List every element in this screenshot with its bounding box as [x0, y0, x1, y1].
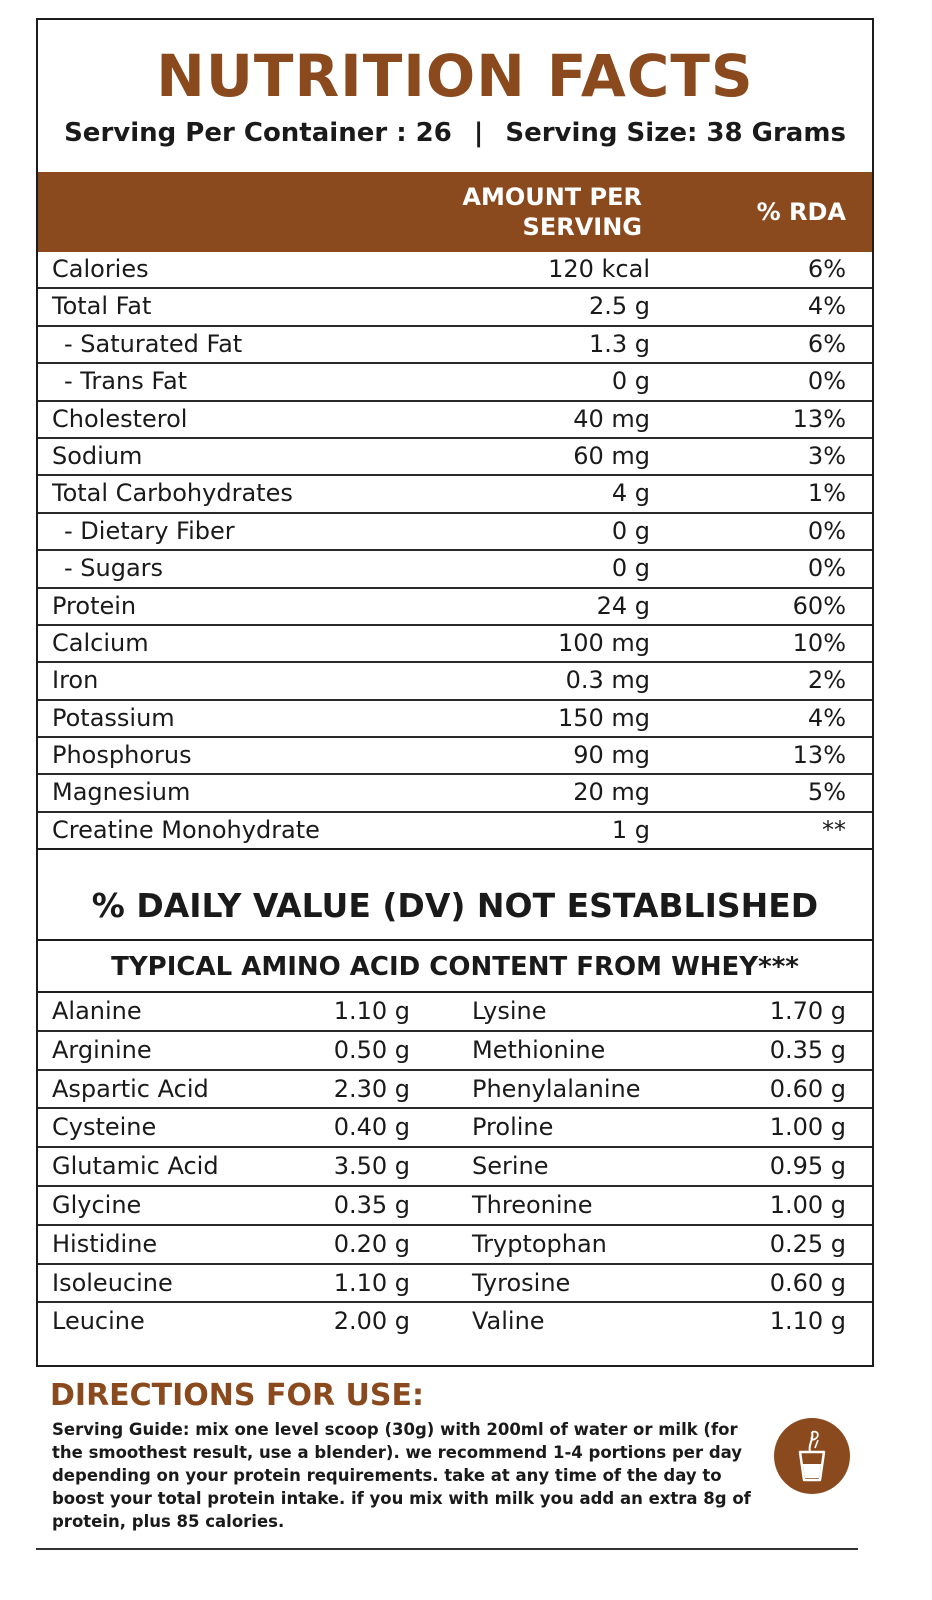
nutrient-row [38, 701, 872, 738]
amino-name: Leucine [52, 1307, 145, 1336]
nutrient-row [38, 476, 872, 513]
amino-name: Isoleucine [52, 1268, 173, 1297]
nutrient-name: - Trans Fat [64, 367, 188, 396]
rda-header: % RDA [756, 198, 846, 226]
amino-value: 2.30 g [333, 1074, 410, 1103]
amino-row [38, 993, 872, 1032]
amino-value: 1.10 g [769, 1307, 846, 1336]
nutrient-row [38, 364, 872, 401]
serving-info [38, 118, 872, 148]
nutrient-row [38, 402, 872, 439]
amino-name: Threonine [472, 1190, 593, 1219]
nutrient-rda: 2% [807, 666, 846, 695]
nutrient-rda: 6% [807, 255, 846, 283]
nutrient-amount: 1 g [611, 815, 650, 844]
amino-name: Alanine [52, 997, 142, 1025]
nutrient-row [38, 252, 872, 289]
amino-value: 0.35 g [769, 1035, 846, 1064]
nutrient-row [38, 738, 872, 775]
nutrient-name: Phosphorus [52, 741, 192, 770]
amino-value: 0.20 g [333, 1229, 410, 1258]
nutrient-rda: 3% [807, 441, 846, 470]
nutrient-amount: 120 kcal [548, 255, 650, 283]
amino-value: 1.10 g [333, 997, 410, 1025]
serving-separator: | [473, 118, 484, 148]
amino-name: Tryptophan [472, 1229, 607, 1258]
amino-row [38, 1148, 872, 1187]
table-header [38, 172, 872, 252]
nutrient-name: Iron [52, 666, 99, 695]
dv-note: % DAILY VALUE (DV) NOT ESTABLISHED [38, 875, 872, 941]
nutrient-name: - Sugars [64, 554, 164, 583]
directions-text: Serving Guide: mix one level scoop (30g) with 200ml of water or milk (for the smoothest result, use a blender). we recommend 1-4 portions per day depending on your protein requirements. take at any time of the day to boost your total protein intake. if you mix with milk you add an extra 8g of protein, plus 85 calories. [52, 1420, 751, 1531]
servings-per-container: Serving Per Container : 26 [64, 118, 452, 148]
amino-name: Aspartic Acid [52, 1074, 209, 1103]
nutrient-name: - Dietary Fiber [64, 516, 235, 545]
amino-name: Arginine [52, 1035, 152, 1064]
label-title: NUTRITION FACTS [156, 42, 754, 110]
nutrient-amount: 20 mg [573, 778, 650, 807]
nutrient-name: Calcium [52, 628, 149, 657]
amino-row [38, 1187, 872, 1226]
nutrient-name: Total Carbohydrates [52, 479, 293, 508]
amino-value: 0.60 g [769, 1268, 846, 1297]
nutrient-amount: 1.3 g [588, 329, 650, 358]
nutrient-row [38, 589, 872, 626]
amino-name: Phenylalanine [472, 1074, 641, 1103]
nutrient-rda: 4% [807, 703, 846, 732]
nutrient-name: Calories [52, 255, 149, 283]
amino-value: 0.60 g [769, 1074, 846, 1103]
amino-value: 0.25 g [769, 1229, 846, 1258]
nutrient-rda: 0% [807, 554, 846, 583]
amino-value: 2.00 g [333, 1307, 410, 1336]
amino-name: Valine [472, 1307, 545, 1336]
nutrient-table [38, 252, 872, 850]
nutrient-rda: 6% [807, 329, 846, 358]
nutrient-rda: 13% [792, 404, 846, 433]
nutrient-row [38, 289, 872, 326]
amino-value: 1.00 g [769, 1113, 846, 1142]
nutrient-rda: 5% [807, 778, 846, 807]
nutrient-amount: 60 mg [573, 441, 650, 470]
amino-name: Glutamic Acid [52, 1152, 219, 1181]
amino-row [38, 1303, 872, 1342]
amino-name: Tyrosine [472, 1268, 571, 1297]
nutrient-name: Protein [52, 591, 137, 620]
nutrient-name: Total Fat [52, 292, 152, 321]
nutrient-row [38, 327, 872, 364]
nutrient-row [38, 663, 872, 700]
nutrient-name: Potassium [52, 703, 175, 732]
nutrient-amount: 24 g [596, 591, 650, 620]
amino-name: Serine [472, 1152, 549, 1181]
amino-value: 0.35 g [333, 1190, 410, 1219]
amino-value: 3.50 g [333, 1152, 410, 1181]
amino-row [38, 1265, 872, 1304]
nutrient-rda: 4% [807, 292, 846, 321]
serving-size: Serving Size: 38 Grams [505, 118, 846, 148]
amino-name: Methionine [472, 1035, 606, 1064]
nutrient-name: Cholesterol [52, 404, 188, 433]
amino-value: 0.40 g [333, 1113, 410, 1142]
amino-table [38, 993, 872, 1342]
nutrition-label [36, 18, 874, 1367]
nutrient-rda: 10% [792, 628, 846, 657]
amount-header-line1: AMOUNT PER [462, 183, 642, 211]
amino-value: 1.10 g [333, 1268, 410, 1297]
nutrient-amount: 4 g [611, 479, 650, 508]
amino-row [38, 1226, 872, 1265]
amino-name: Glycine [52, 1190, 142, 1219]
amino-name: Cysteine [52, 1113, 157, 1142]
amino-value: 1.00 g [769, 1190, 846, 1219]
nutrient-row [38, 626, 872, 663]
shaker-glass-icon [774, 1418, 850, 1494]
nutrient-amount: 100 mg [557, 628, 650, 657]
amino-name: Proline [472, 1113, 554, 1142]
amount-header [402, 182, 642, 242]
nutrient-amount: 0 g [611, 367, 650, 396]
nutrient-rda: 60% [792, 591, 846, 620]
nutrient-amount: 150 mg [557, 703, 650, 732]
nutrient-amount: 2.5 g [588, 292, 650, 321]
nutrient-amount: 0 g [611, 554, 650, 583]
amino-name: Lysine [472, 997, 547, 1025]
nutrient-row [38, 551, 872, 588]
amino-value: 0.50 g [333, 1035, 410, 1064]
nutrient-amount: 0.3 mg [565, 666, 650, 695]
directions-title: DIRECTIONS FOR USE: [50, 1378, 424, 1413]
nutrient-rda: 13% [792, 741, 846, 770]
nutrient-row [38, 813, 872, 850]
amino-row [38, 1032, 872, 1071]
amount-header-line2: SERVING [522, 213, 642, 241]
nutrient-rda: 0% [807, 367, 846, 396]
nutrient-name: Magnesium [52, 778, 191, 807]
nutrient-amount: 90 mg [573, 741, 650, 770]
nutrient-rda: 1% [807, 479, 846, 508]
amino-name: Histidine [52, 1229, 158, 1258]
nutrient-name: - Saturated Fat [64, 329, 243, 358]
nutrient-row [38, 775, 872, 812]
nutrient-rda: ** [822, 815, 846, 844]
amino-value: 0.95 g [769, 1152, 846, 1181]
nutrient-amount: 0 g [611, 516, 650, 545]
nutrient-row [38, 514, 872, 551]
amino-row [38, 1109, 872, 1148]
nutrient-name: Sodium [52, 441, 143, 470]
nutrient-row [38, 439, 872, 476]
nutrient-name: Creatine Monohydrate [52, 815, 320, 844]
amino-title: TYPICAL AMINO ACID CONTENT FROM WHEY*** [38, 941, 872, 993]
amino-value: 1.70 g [769, 997, 846, 1025]
amino-row [38, 1071, 872, 1110]
nutrient-rda: 0% [807, 516, 846, 545]
bottom-divider [36, 1548, 858, 1550]
nutrient-amount: 40 mg [573, 404, 650, 433]
